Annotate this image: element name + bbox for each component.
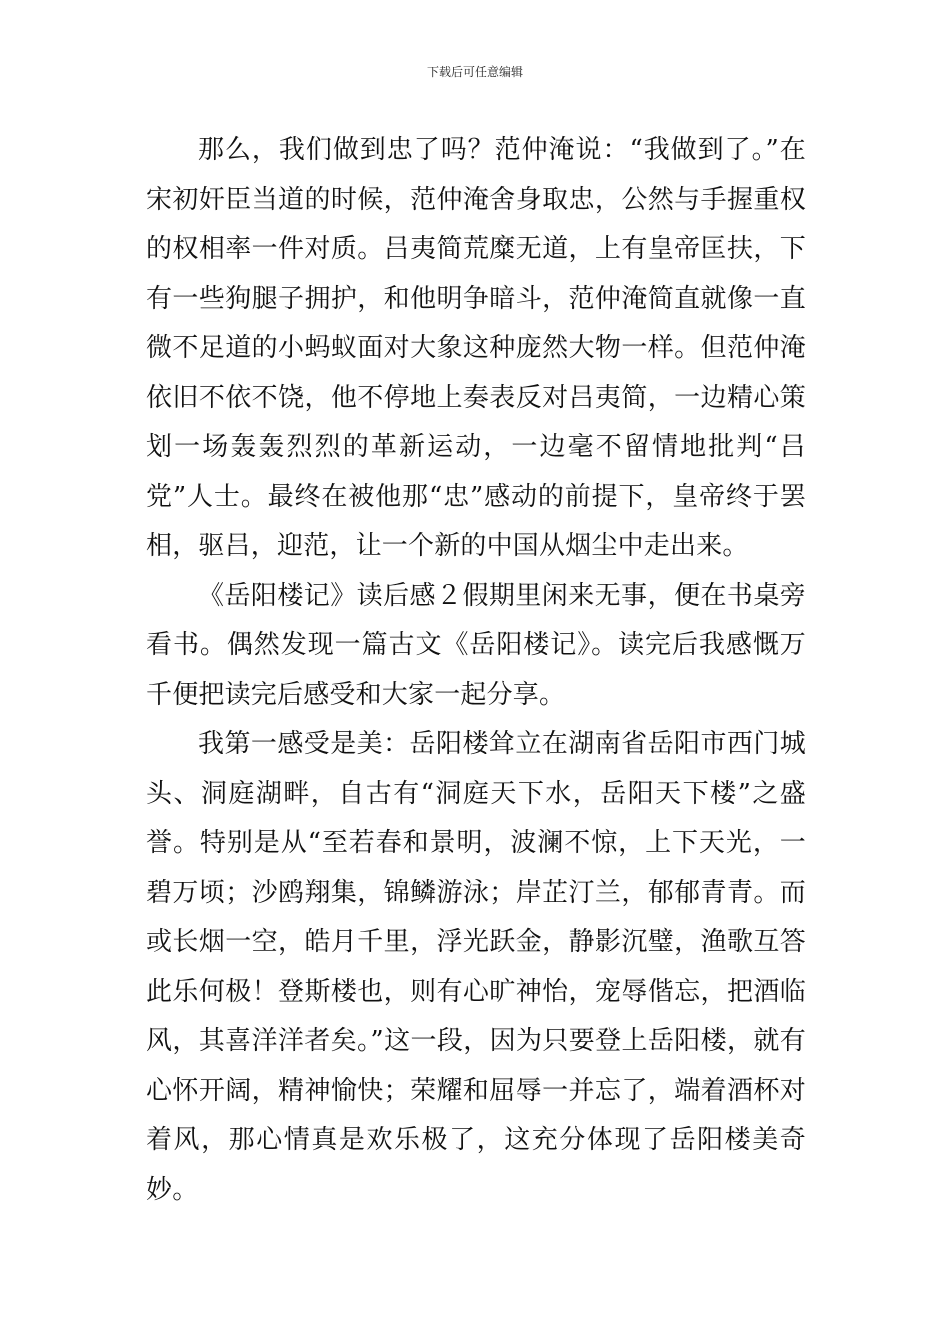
paragraph-loyalty: 那么，我们做到忠了吗？范仲淹说：“我做到了。”在宋初奸臣当道的时候，范仲淹舍身取忠，公然与手握重权的权相率一件对质。吕夷简荒糜无道，上有皇帝匡扶，下有一些狗腿子拥护，和他明争暗斗，范仲淹简直就像一直微不足道的小蚂蚁面对大象这种庞然大物一样。但范仲淹依旧不依不饶，他不停地上奏表反对吕夷简，一边精心策划一场轰轰烈烈的革新运动，一边毫不留情地批判“吕党”人士。最终在被他那“忠”感动的前提下，皇帝终于罢相，驱吕，迎范，让一个新的中国从烟尘中走出来。: [146, 135, 806, 561]
paragraph-beauty: 我第一感受是美：岳阳楼耸立在湖南省岳阳市西门城头、洞庭湖畔，自古有“洞庭天下水，岳阳天下楼”之盛誉。特别是从“至若春和景明，波澜不惊，上下天光，一碧万顷；沙鸥翔集，锦鳞游泳；岸芷汀兰，郁郁青青。而或长烟一空，皓月千里，浮光跃金，静影沉璧，渔歌互答此乐何极！登斯楼也，则有心旷神怡，宠辱偕忘，把酒临风，其喜洋洋者矣。”这一段，因为只要登上岳阳楼，就有心怀开阔，精神愉快；荣耀和屈辱一并忘了，端着酒杯对着风，那心情真是欢乐极了，这充分体现了岳阳楼美奇妙。: [146, 729, 806, 1205]
paragraph-reading-intro: 《岳阳楼记》读后感２假期里闲来无事，便在书桌旁看书。偶然发现一篇古文《岳阳楼记》。读完后我感慨万千便把读完后感受和大家一起分享。: [146, 580, 806, 710]
document-body: [146, 126, 806, 1215]
page-header: 下载后可任意编辑: [426, 65, 523, 79]
